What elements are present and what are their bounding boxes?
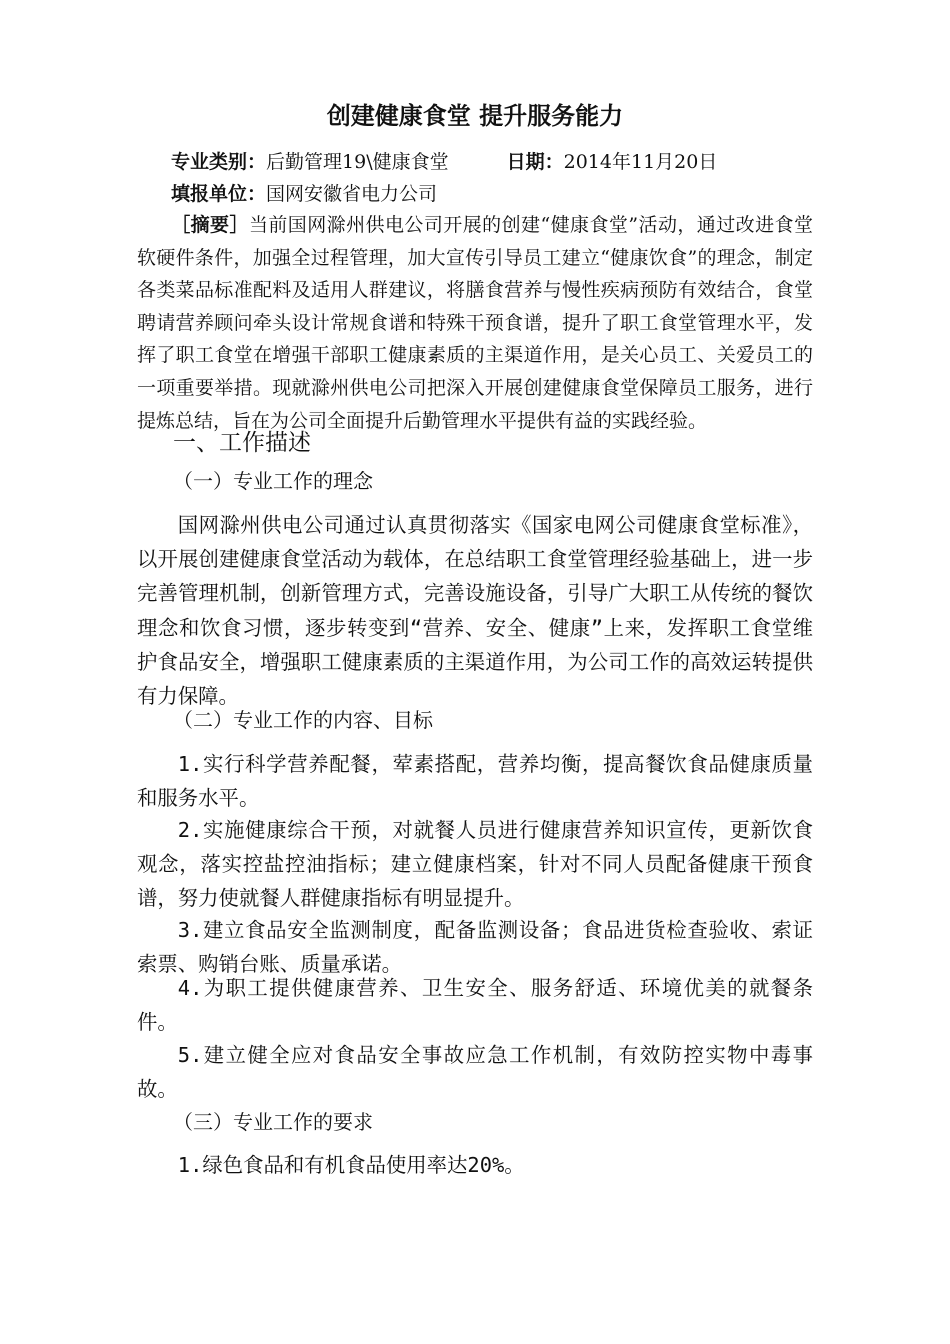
meta-row-category-date bbox=[171, 148, 717, 176]
subsection-heading-2: （二）专业工作的内容、目标 bbox=[173, 708, 433, 732]
date-value: 2014年11月20日 bbox=[563, 151, 718, 173]
unit-value: 国网安徽省电力公司 bbox=[266, 183, 438, 205]
list-item: 4.为职工提供健康营养、卫生安全、服务舒适、环境优美的就餐条件。 bbox=[137, 976, 813, 1035]
subsection-1-paragraph: 国网滁州供电公司通过认真贯彻落实《国家电网公司健康食堂标准》，以开展创建健康食堂活动为载体，在总结职工食堂管理经验基础上，进一步完善管理机制，创新管理方式，完善设施设备，引导广大职工从传统的餐饮理念和饮食习惯，逐步转变到“营养、安全、健康”上来，发挥职工食堂维护食品安全，增强职工健康素质的主渠道作用，为公司工作的高效运转提供有力保障。 bbox=[137, 513, 813, 709]
subsection-heading-1: （一）专业工作的理念 bbox=[173, 469, 373, 493]
category-label: 专业类别： bbox=[171, 151, 267, 173]
meta-row-unit bbox=[171, 180, 437, 208]
subsection-heading-3: （三）专业工作的要求 bbox=[173, 1110, 373, 1134]
list-item: 1.绿色食品和有机食品使用率达20%。 bbox=[177, 1153, 525, 1177]
abstract-text: 当前国网滁州供电公司开展的创建“健康食堂”活动，通过改进食堂软硬件条件，加强全过程管理，加大宣传引导员工建立“健康饮食”的理念，制定各类菜品标准配料及适用人群建议，将膳食营养与慢性疾病预防有效结合，食堂聘请营养顾问牵头设计常规食谱和特殊干预食谱，提升了职工食堂管理水平，发挥了职工食堂在增强干部职工健康素质的主渠道作用，是关心员工、关爱员工的一项重要举措。现就滁州供电公司把深入开展创建健康食堂保障员工服务，进行提炼总结，旨在为公司全面提升后勤管理水平提供有益的实践经验。 bbox=[137, 214, 813, 432]
unit-label: 填报单位： bbox=[171, 183, 267, 205]
category-value: 后勤管理19\健康食堂 bbox=[266, 151, 449, 173]
document-title: 创建健康食堂 提升服务能力 bbox=[326, 102, 624, 130]
section-heading-1: 一、工作描述 bbox=[173, 430, 311, 456]
list-item: 3.建立食品安全监测制度，配备监测设备；食品进货检查验收、索证索票、购销台账、质量承诺。 bbox=[137, 918, 813, 977]
date-label: 日期： bbox=[506, 151, 564, 173]
abstract-label: ［摘要］ bbox=[171, 214, 249, 236]
list-item: 2.实施健康综合干预，对就餐人员进行健康营养知识宣传，更新饮食观念，落实控盐控油指标；建立健康档案，针对不同人员配备健康干预食谱，努力使就餐人群健康指标有明显提升。 bbox=[137, 818, 813, 911]
abstract bbox=[137, 209, 813, 437]
list-item: 1.实行科学营养配餐，荤素搭配，营养均衡，提高餐饮食品健康质量和服务水平。 bbox=[137, 752, 813, 811]
list-item: 5.建立健全应对食品安全事故应急工作机制，有效防控实物中毒事故。 bbox=[137, 1043, 813, 1102]
